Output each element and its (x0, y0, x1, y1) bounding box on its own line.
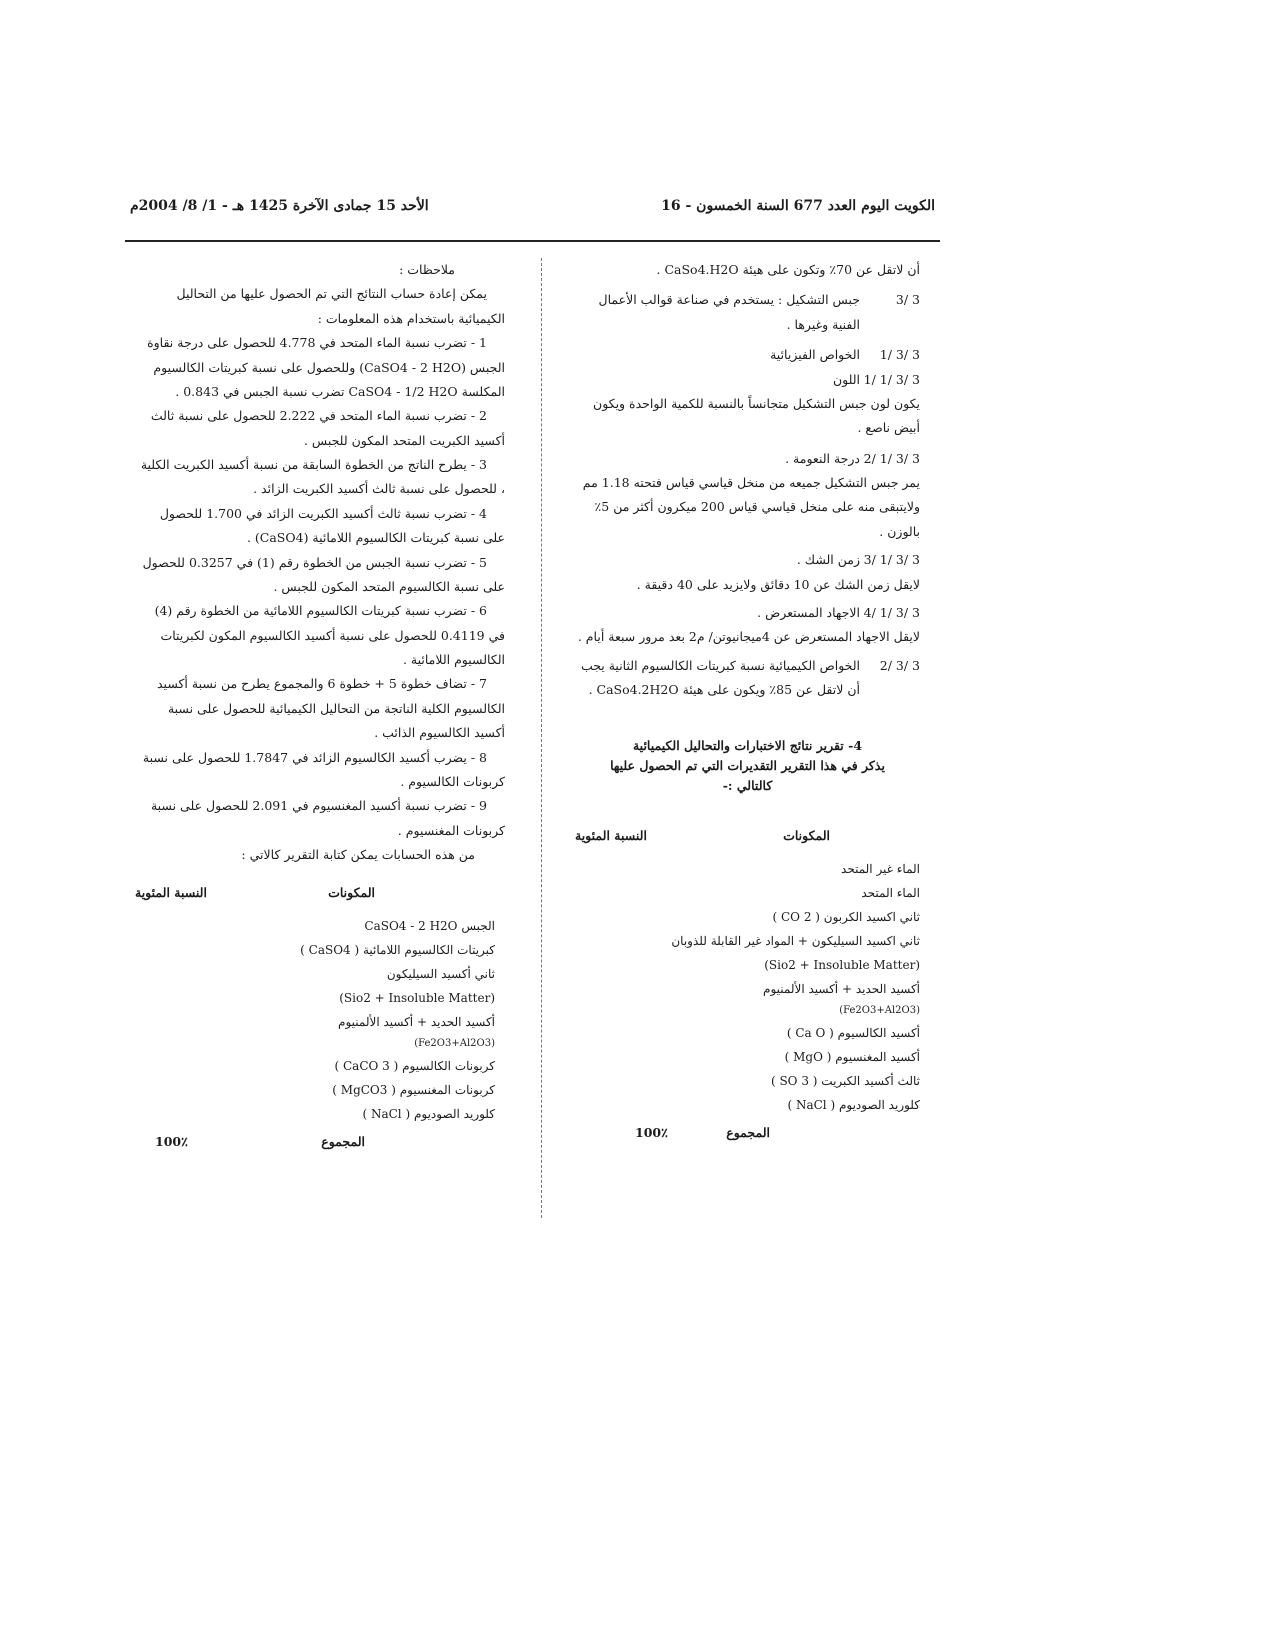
table-row: كبريتات الكالسيوم اللامائية ( CaSO4 ) (300, 942, 495, 957)
note-item: 4 - تضرب نسبة ثالث أكسيد الكبريت الزائد في 1.700 للحصول على نسبة كبريتات الكالسيوم اللامائية (CaSO4) . (159, 505, 505, 546)
col-components: المكونات (783, 828, 830, 844)
report-text: يذكر في هذا التقرير التقديرات التي تم الحصول عليها كالتالي :- (610, 758, 885, 794)
total-label: المجموع (321, 1133, 365, 1149)
col-percent: النسبة المئوية (135, 885, 207, 901)
item-3-3-1 (575, 343, 920, 367)
item-number: 3 /3 (895, 292, 920, 308)
item-text: اللون (832, 371, 860, 387)
item-text: الخواص الفيزيائية (770, 347, 860, 363)
table-row: الماء المتحد (861, 885, 920, 900)
table-row: أكسيد الكالسيوم ( Ca O ) (786, 1025, 920, 1040)
item-chemical (575, 654, 920, 703)
left-column (135, 258, 505, 1154)
col-components: المكونات (328, 885, 375, 901)
table-row: كلوريد الصوديوم ( NaCl ) (362, 1106, 495, 1121)
table-total (575, 1121, 920, 1145)
col-percent: النسبة المئوية (575, 828, 647, 844)
table-row: (Fe2O3+Al2O3) (414, 1037, 495, 1049)
setting-text: لايقل زمن الشك عن 10 دقائق ولايزيد على 40 دقيقة . (636, 576, 920, 592)
table-row: أكسيد الحديد + أكسيد الألمنيوم (338, 1014, 495, 1029)
right-column (575, 258, 920, 1145)
total-label: المجموع (726, 1124, 770, 1140)
table-row: (Fe2O3+Al2O3) (839, 1004, 920, 1016)
item-number: 3 /3 /1 /1 (863, 371, 920, 387)
item-stress (575, 601, 920, 625)
table-row: ثالث أكسيد الكبريت ( SO 3 ) (770, 1073, 920, 1088)
notes-intro: يمكن إعادة حساب النتائج التي تم الحصول عليها من التحاليل الكيميائية باستخدام هذه المعلومات : (176, 286, 505, 326)
table-row: ثاني اكسيد السيليكون + المواد غير القابلة للذوبان (671, 933, 920, 948)
note-item: 7 - تضاف خطوة 5 + خطوة 6 والمجموع يطرح من نسبة أكسيد الكالسيوم الكلية الناتجة من التحاليل الكيميائية للحصول على نسبة أكسيد الكالسيوم الذائب . (157, 676, 505, 741)
table-row: الجبس CaSO4 - 2 H2O (364, 918, 495, 933)
table-row: كربونات المغنسيوم ( MgCO3 ) (332, 1082, 495, 1097)
header-issue: الكويت اليوم العدد 677 السنة الخمسون - 16 (661, 198, 935, 214)
total-value: 100٪ (635, 1124, 668, 1140)
table-row: ثاني اكسيد الكربون ( CO 2 ) (772, 909, 920, 924)
table-row: (Sio2 + Insoluble Matter) (764, 957, 920, 972)
note-item: 2 - تضرب نسبة الماء المتحد في 2.222 للحصول على نسبة ثالث أكسيد الكبريت المتحد المكون للجبس . (150, 408, 505, 448)
note-item: 9 - تضرب نسبة أكسيد المغنسيوم في 2.091 للحصول على نسبة كربونات المغنسيوم . (150, 798, 505, 838)
item-number: 3 /3 /1 /2 (863, 450, 920, 466)
item-number: 3 /3 /1 (879, 347, 920, 363)
item-text: الخواص الكيميائية نسبة كبريتات الكالسيوم الثانية يجب أن لاتقل عن 85٪ ويكون على هيئة CaSo4.2H2O . (580, 657, 860, 697)
table-row: الماء غير المتحد (841, 861, 920, 876)
table-total (135, 1130, 505, 1154)
components-list (575, 857, 920, 1117)
components-list (135, 914, 505, 1126)
header-divider (125, 240, 940, 242)
total-value: 100٪ (155, 1133, 188, 1149)
note-item: 5 - تضرب نسبة الجبس من الخطوة رقم (1) في 0.3257 للحصول على نسبة الكالسيوم المتحد المكون للجبس . (142, 554, 505, 594)
item-3-3-1-1 (575, 368, 920, 392)
item-setting (575, 548, 920, 572)
note-item: 1 - تضرب نسبة الماء المتحد في 4.778 للحصول على درجة نقاوة الجبس (CaSO4 - 2 H2O) وللحصول على نسبة كبريتات الكالسيوم المكلسة CaSO4 - 1/2 H2O تضرب نسبة الجبس في 0.843 . (147, 335, 505, 399)
note-item: 6 - تضرب نسبة كبريتات الكالسيوم اللامائية من الخطوة رقم (4) في 0.4119 للحصول على نسبة أكسيد الكالسيوم المكون لكبريتات الكالسيوم اللامائية . (154, 603, 505, 667)
item-text: الاجهاد المستعرض . (757, 604, 860, 620)
table-row: كلوريد الصوديوم ( NaCl ) (787, 1097, 920, 1112)
item-number: 3 /3 /1 /3 (863, 552, 920, 568)
item-number: 3 /3 /1 /4 (863, 604, 920, 620)
column-divider (541, 258, 542, 1218)
table-row: أكسيد المغنسيوم ( MgO ) (784, 1049, 920, 1064)
item-text: زمن الشك . (796, 552, 860, 568)
note-item: 8 - يضرب أكسيد الكالسيوم الزائد في 1.7847 للحصول على نسبة كربونات الكالسيوم . (142, 749, 505, 789)
notes-title: ملاحظات : (399, 262, 455, 277)
table-header (575, 824, 920, 848)
table-row: ثاني أكسيد السيليكون (386, 966, 495, 981)
header-date: الأحد 15 جمادى الآخرة 1425 هـ - 1/ 8/ 2004م (130, 198, 429, 214)
table-row: أكسيد الحديد + أكسيد الألمنيوم (763, 981, 920, 996)
item-number: 3 /3 /2 (879, 657, 920, 673)
table-header (135, 881, 505, 905)
report-heading: 4- تقرير نتائج الاختبارات والتحاليل الكيميائية (632, 738, 863, 754)
fineness-text: يمر جبس التشكيل جميعه من منخل قياسي قياس فتحته 1.18 مم ولايتبقى منه على منخل قياسي قياس 200 ميكرون أكثر من 5٪ بالوزن . (582, 475, 920, 539)
item-text: جبس التشكيل : يستخدم في صناعة قوالب الأعمال الفنية وغيرها . (598, 292, 860, 332)
stress-text: لايقل الاجهاد المستعرض عن 4ميجانيوتن/ م2 بعد مرور سبعة أيام . (577, 629, 920, 645)
item-text: درجة النعومة . (785, 450, 860, 466)
table-row: كربونات الكالسيوم ( CaCO 3 ) (334, 1058, 495, 1073)
intro-text: أن لاتقل عن 70٪ وتكون على هيئة CaSo4.H2O . (656, 262, 920, 277)
color-text: يكون لون جبس التشكيل متجانساً بالنسبة للكمية الواحدة ويكون أبيض ناصع . (593, 395, 920, 436)
note-item: 3 - يطرح الناتج من الخطوة السابقة من نسبة أكسيد الكبريت الكلية ، للحصول على نسبة ثالث أكسيد الكبريت الزائد . (140, 457, 505, 497)
item-3-3 (575, 288, 920, 337)
item-fineness (575, 447, 920, 471)
table-row: (Sio2 + Insoluble Matter) (339, 990, 495, 1005)
notes-outro: من هذه الحسابات يمكن كتابة التقرير كالاتي : (241, 847, 475, 862)
